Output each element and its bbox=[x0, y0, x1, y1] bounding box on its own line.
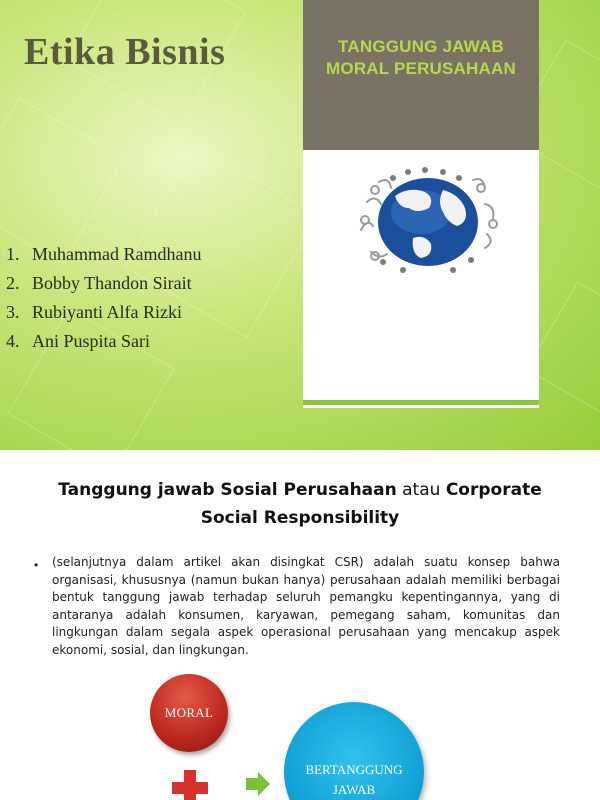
slide-heading bbox=[0, 476, 600, 532]
moral-label: MORAL bbox=[164, 705, 214, 720]
arrow-right-icon bbox=[244, 770, 272, 798]
member-name: Muhammad Ramdhanu bbox=[32, 244, 202, 264]
responsibility-label-line: JAWAB bbox=[332, 782, 376, 797]
member-list bbox=[6, 240, 201, 356]
heading-csr-indonesian: Tanggung jawab Sosial Perusahaan bbox=[58, 480, 397, 500]
panel-accent-bar bbox=[303, 400, 539, 405]
globe-icon bbox=[353, 160, 503, 278]
list-number: 3. bbox=[6, 302, 20, 322]
list-number: 2. bbox=[6, 273, 20, 293]
panel-title-line: MORAL PERUSAHAAN bbox=[326, 59, 516, 78]
title-panel bbox=[303, 0, 539, 408]
list-item bbox=[6, 240, 201, 269]
content-slide bbox=[0, 450, 600, 800]
panel-title bbox=[303, 36, 539, 80]
bullet-icon: • bbox=[34, 558, 39, 572]
list-number: 1. bbox=[6, 244, 20, 264]
list-item bbox=[6, 269, 201, 298]
panel-header bbox=[303, 0, 539, 150]
member-name: Rubiyanti Alfa Rizki bbox=[32, 302, 182, 322]
plus-icon bbox=[172, 770, 208, 800]
list-number: 4. bbox=[6, 331, 20, 351]
list-item bbox=[6, 298, 201, 327]
moral-circle bbox=[150, 674, 228, 752]
heading-connector: atau bbox=[396, 480, 446, 500]
list-item bbox=[6, 327, 201, 356]
slide-title: Etika Bisnis bbox=[24, 31, 226, 73]
responsibility-label bbox=[284, 760, 424, 800]
member-name: Bobby Thandon Sirait bbox=[32, 273, 192, 293]
heading-social-responsibility: Social Responsibility bbox=[200, 508, 400, 528]
body-text: (selanjutnya dalam artikel akan disingkat CSR) adalah suatu konsep bahwa organisasi, khususnya (namun bukan hanya) perusahaan adalah memiliki berbagai bentuk tanggung jawab terhadap seluruh pemangku kepentingannya, yang di antaranya adalah konsumen, karyawan, pemegang saham, komunitas dan lingkungan dalam segala aspek operasional perusahaan yang mencakup aspek ekonomi, sosial, dan lingkungan. bbox=[52, 555, 560, 657]
responsibility-circle bbox=[284, 702, 424, 800]
panel-title-line: TANGGUNG JAWAB bbox=[338, 37, 504, 56]
responsibility-label-line: BERTANGGUNG bbox=[305, 762, 403, 777]
heading-corporate: Corporate bbox=[445, 480, 542, 500]
member-name: Ani Puspita Sari bbox=[32, 331, 151, 351]
